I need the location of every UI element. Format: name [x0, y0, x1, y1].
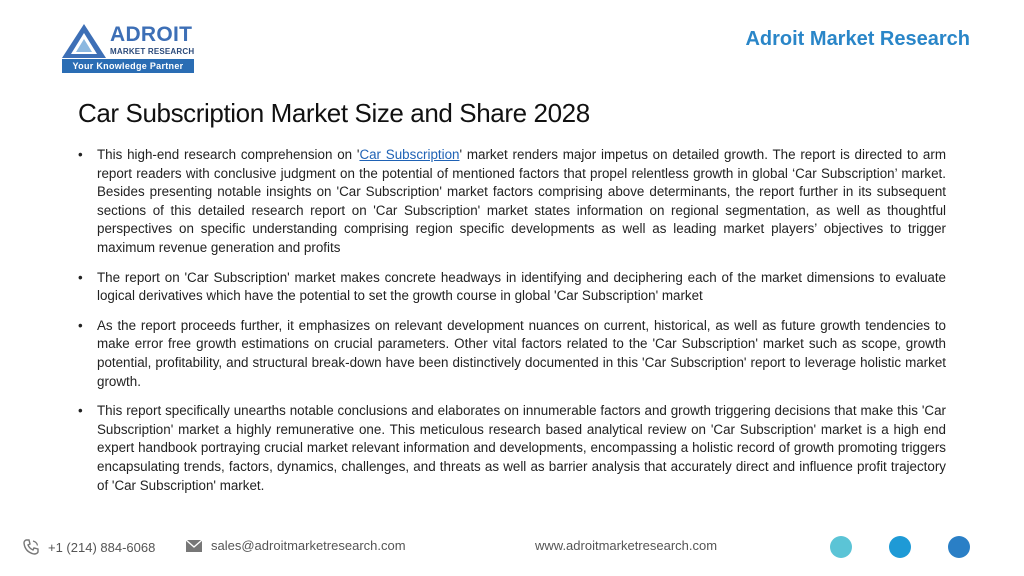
footer: [0, 532, 1024, 562]
footer-email: [185, 538, 406, 553]
footer-phone: [22, 538, 155, 556]
footer-website: [535, 538, 717, 553]
bullet-item: [78, 317, 946, 391]
decorative-dots: [830, 536, 970, 560]
logo-tagline: Your Knowledge Partner: [62, 59, 194, 73]
dot-dark-icon: [948, 536, 970, 558]
bullet-dot-icon: •: [78, 269, 83, 285]
logo-brand: ADROIT: [110, 23, 193, 46]
bullet-dot-icon: •: [78, 147, 83, 162]
logo-triangle-icon: [62, 24, 106, 58]
bullet-item: [78, 146, 946, 258]
bullet-dot-icon: •: [78, 317, 83, 333]
car-subscription-link[interactable]: Car Subscription: [359, 147, 460, 162]
dot-mid-icon: [889, 536, 911, 558]
mail-icon: [185, 539, 203, 553]
bullet-list: [78, 146, 946, 506]
bullet-item: [78, 402, 946, 495]
bullet-text-before-link: This high-end research comprehension on ': [97, 147, 360, 162]
bullet-item: [78, 269, 946, 306]
dot-light-icon: [830, 536, 852, 558]
logo-subtitle: MARKET RESEARCH: [110, 47, 195, 56]
website-url: www.adroitmarketresearch.com: [535, 538, 718, 553]
bullet-dot-icon: •: [78, 403, 83, 419]
adroit-logo: [62, 22, 196, 74]
page-title: Car Subscription Market Size and Share 2028: [78, 98, 590, 128]
email-address: sales@adroitmarketresearch.com: [211, 538, 406, 553]
header-brand: Adroit Market Research: [745, 28, 970, 50]
bullet-text: As the report proceeds further, it emphasizes on relevant development nuances on current, historical, as well as future growth tendencies to make error free growth estimations on crucial parameters. Other vital factors related to the 'Car Subscription' market such as scope, growth potential, profitability, and structural break-down have been distinctively documented in this 'Car Subscription' report to leverage holistic market growth.: [97, 317, 946, 389]
phone-number: +1 (214) 884-6068: [48, 539, 156, 555]
phone-icon: [22, 538, 40, 556]
bullet-text: The report on 'Car Subscription' market makes concrete headways in identifying and deciphering each of the market dimensions to evaluate logical derivatives which have the potential to set the growth course in global 'Car Subscription' market: [97, 269, 946, 304]
bullet-text-after-link: ' market renders major impetus on detailed growth. The report is directed to arm report readers with conclusive judgment on the potential of mentioned factors that propel relentless growth in global ‘Car Subscription’ market. Besides presenting notable insights on 'Car Subscription' market factors comprising above determinants, the report further in its subsequent sections of this detailed research report on 'Car Subscription' market states information on regional segmentation, as well as thoughtful perspectives on specific understanding comprising region specific developments as well as leading market players’ objectives to trigger maximum revenue generation and profits: [97, 147, 946, 255]
bullet-text: This report specifically unearths notable conclusions and elaborates on innumerable factors and growth triggering decisions that make this 'Car Subscription' market a highly remunerative one. This meticulous research based analytical review on 'Car Subscription' market is a high end expert handbook portraying crucial market relevant information and developments, encompassing a holistic record of growth promoting triggers encapsulating trends, factors, dynamics, challenges, and threats as well as barrier analysis that accurately direct and influence profit trajectory of 'Car Subscription' market.: [97, 403, 946, 493]
